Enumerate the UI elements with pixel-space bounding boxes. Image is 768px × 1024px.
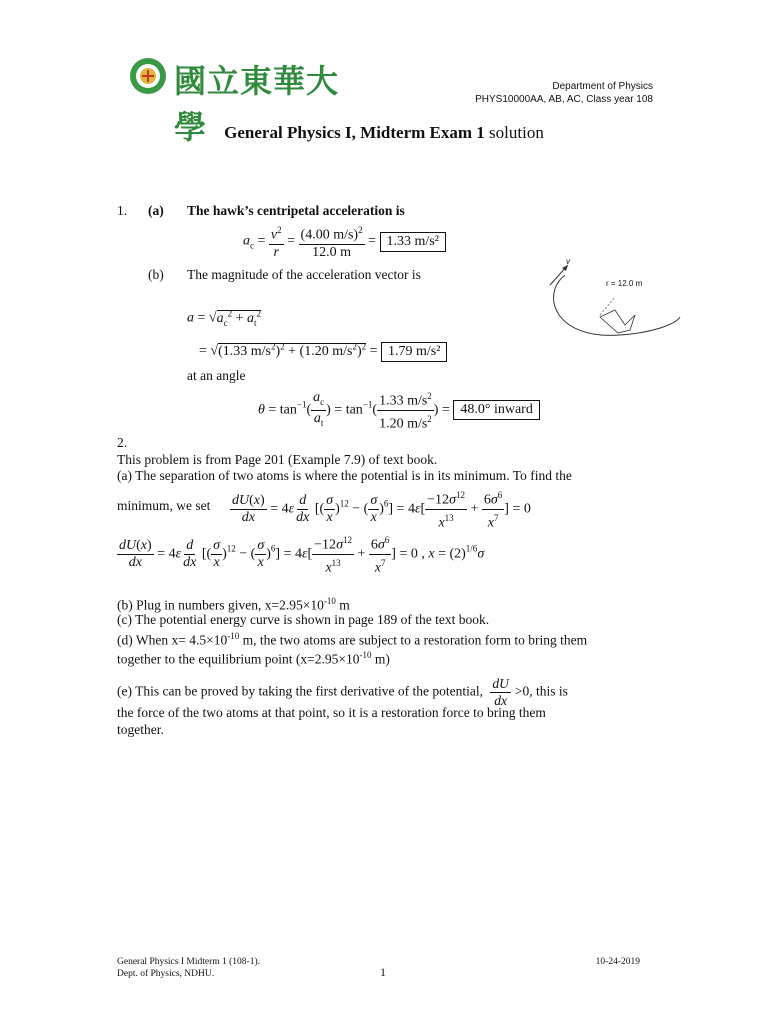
q1-number: 1. [117,203,128,218]
q1b-text: The magnitude of the acceleration vector is [187,267,421,282]
derivative-equation-2: $\frac{dU(x)}{dx}$ = 4ε $\frac{d}{dx}$ [( $\frac{\sigma}{x}$ )$^{12}$ − ( $\frac{\sigma}{x}$ )$^6$] = 4ε[ $\frac{-12\sigma^{12}}{x^{13}}$ + $\frac{6\sigma^6}{x^7}$ ] = 0 , $x = (2)^{1/6}\sigma$ [117,532,484,576]
page-number: 1 [380,965,386,979]
hawk-figure [540,255,685,355]
footer-course: General Physics I Midterm 1 (108-1). [117,957,260,967]
velocity-label: v [566,257,570,266]
q2c-line: (c) The potential energy curve is shown in page 189 of the text book. [117,612,490,627]
q2e-line1: (e) This can be proved by taking the first derivative of the potential, $\frac{dU}{dx}$ >0, this is [117,676,568,708]
footer-date: 10-24-2019 [595,957,640,967]
department: Department of Physics [552,81,653,92]
q2e-line3: together. [117,722,164,737]
q2d-line1: (d) When $x= 4.5\times 10^{-10}$ m, the two atoms are subject to a restoration form to bring them [117,631,588,648]
university-name: 國立東華大學 [174,62,340,146]
course-code: PHYS10000AA, AB, AC, Class year 108 [475,94,653,105]
ndhu-seal-icon [128,56,168,96]
q2-line2: (a) The separation of two atoms is where the potential is in its minimum. To find the [117,468,572,483]
q1a-label: (a) [148,203,164,218]
q1b-result: 1.79 m/s² [381,342,447,362]
derivative-equation-1: $\frac{dU(x)}{dx}$ = 4ε $\frac{d}{dx}$ [( $\frac{\sigma}{x}$ )$^{12}$ − ( $\frac{\sigma}{x}$ )$^6$] = 4ε[ $\frac{-12\sigma^{12}}{x^{13}}$ + $\frac{6\sigma^6}{x^7}$ ] = 0 [230,487,531,531]
header-info [475,80,653,106]
footer-left [117,956,260,980]
angle-text: at an angle [187,368,246,383]
footer-dept: Dept. of Physics, NDHU. [117,969,215,979]
q2-number: 2. [117,435,128,450]
radius-label: r = 12.0 m [606,279,643,288]
angle-equation: $\theta = \tan^{-1}$( $\frac{a_c}{a_t}$ ) = $\tan^{-1}$( $\frac{1.33 m/s^2}{1.20 m/s^2}$ ) = 48.0° inward [258,388,540,432]
q2e-line2: the force of the two atoms at that point, so it is a restoration force to bring them [117,705,546,720]
q2d-line2: together to the equilibrium point ($x=2.95\times 10^{-10}$ m) [117,650,390,667]
centripetal-equation: $a_c$ = $\frac{v^2}{r}$ = $\frac{(4.00 m/s)^2}{12.0 m}$ = 1.33 m/s² [243,222,446,261]
hawk-circle-diagram [540,255,685,355]
q1b-label: (b) [148,267,164,282]
q2-line1: This problem is from Page 201 (Example 7.9) of text book. [117,452,438,467]
title-rest: solution [489,123,544,142]
q1-angle-result: 48.0° inward [453,400,539,420]
magnitude-equation-2: = √(1.33 $m/s^2)^2 + (1.20$ $m/s^2)^2 = 1.79$ m/s² [199,341,447,362]
q1a-text: The hawk’s centripetal acceleration is [187,203,405,218]
magnitude-equation-1: $a = √a_c^2 + a_t^2$ [187,308,262,328]
title-bold: General Physics I, Midterm Exam 1 [224,123,485,142]
q2-line3: minimum, we set [117,498,211,513]
q1a-result: 1.33 m/s² [380,232,446,252]
page-title [0,123,768,143]
q2b-line: (b) Plug in numbers given, $x=2.95\times 10^{-10}$ m [117,596,350,613]
